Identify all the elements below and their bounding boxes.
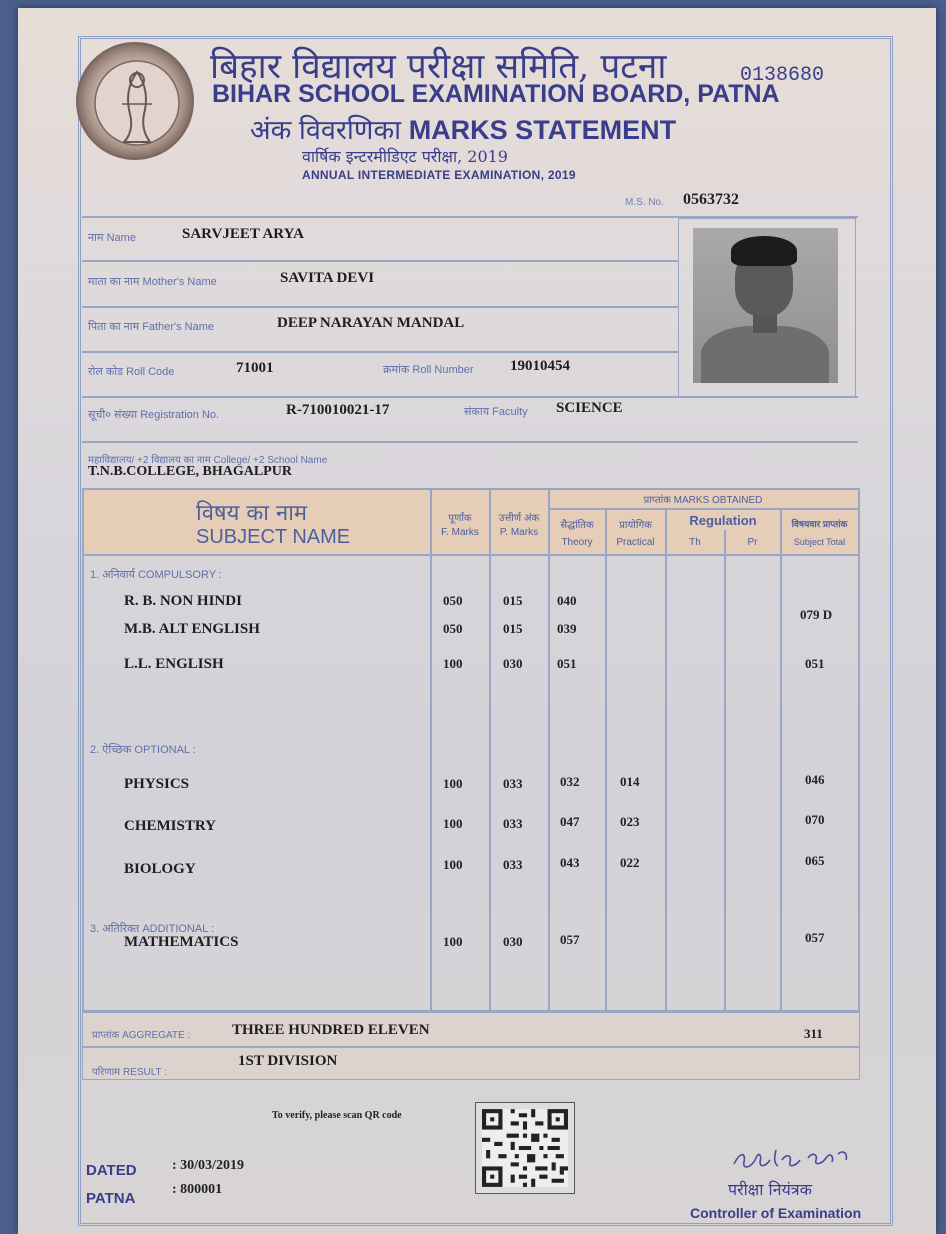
- col-line: [548, 488, 550, 1010]
- photo-hair: [731, 236, 797, 266]
- pass-marks: 015: [503, 593, 523, 608]
- father-name-label: पिता का नाम Father's Name: [88, 321, 215, 333]
- registration-number: R-710010021-17: [286, 402, 390, 418]
- theory-marks: 043: [560, 855, 580, 870]
- theory-marks: 051: [557, 656, 577, 671]
- faculty-label: संकाय Faculty: [464, 406, 528, 418]
- divider: [82, 441, 858, 443]
- subject-total: 065: [805, 853, 825, 868]
- exam-title-hindi: वार्षिक इन्टरमीडिएट परीक्षा, 2019: [302, 147, 508, 166]
- divider: [82, 306, 678, 308]
- aggregate-divider: [82, 1046, 860, 1048]
- college-name: T.N.B.COLLEGE, BHAGALPUR: [88, 464, 292, 479]
- roll-code: 71001: [236, 360, 274, 376]
- pass-marks: 015: [503, 621, 523, 636]
- col-line: [780, 508, 782, 1010]
- subject-total: 046: [805, 772, 825, 787]
- table-top-line: [82, 488, 860, 490]
- aggregate-label: प्राप्तांक AGGREGATE :: [92, 1030, 191, 1041]
- col-line: [82, 488, 84, 1010]
- result-label: परिणाम RESULT :: [92, 1067, 168, 1078]
- full-marks: 100: [443, 656, 463, 671]
- student-name: SARVJEET ARYA: [182, 226, 304, 242]
- mother-name-label: माता का नाम Mother's Name: [88, 276, 217, 288]
- pass-marks-header: P. Marks: [499, 527, 539, 538]
- col-line: [858, 488, 860, 1010]
- full-marks-header-hindi: पूर्णांक: [448, 513, 472, 524]
- exam-title-english: ANNUAL INTERMEDIATE EXAMINATION, 2019: [302, 168, 576, 182]
- pass-marks-header-hindi: उत्तीर्ण अंक: [498, 513, 540, 524]
- mother-name: SAVITA DEVI: [280, 270, 375, 286]
- statement-title-english: MARKS STATEMENT: [408, 115, 677, 145]
- practical-marks: 023: [620, 814, 640, 829]
- regulation-pr-header: Pr: [747, 537, 758, 548]
- theory-marks: 039: [557, 621, 577, 636]
- col-line: [665, 508, 667, 1010]
- result-value: 1ST DIVISION: [238, 1053, 338, 1069]
- aggregate-value: 311: [804, 1026, 823, 1041]
- section-optional: 2. ऐच्छिक OPTIONAL :: [90, 744, 196, 756]
- dated-label: DATED: [86, 1162, 137, 1179]
- full-marks: 100: [443, 857, 463, 872]
- regulation-th-header: Th: [689, 537, 701, 548]
- full-marks-header: F. Marks: [441, 527, 479, 538]
- pass-marks: 030: [503, 656, 523, 671]
- roll-code-label: रोल कोड Roll Code: [88, 366, 175, 378]
- subject-header-english: SUBJECT NAME: [196, 526, 351, 548]
- full-marks: 050: [443, 593, 463, 608]
- section-compulsory: 1. अनिवार्य COMPULSORY :: [90, 569, 222, 581]
- divider: [82, 351, 678, 353]
- subject-total: 057: [805, 930, 825, 945]
- serial-number: 0138680: [740, 64, 825, 87]
- father-name: DEEP NARAYAN MANDAL: [277, 315, 465, 331]
- theory-marks: 040: [557, 593, 577, 608]
- subject-name: PHYSICS: [124, 776, 190, 792]
- theory-header: Theory: [561, 537, 593, 548]
- place-value: : 800001: [172, 1182, 223, 1197]
- board-title-english: BIHAR SCHOOL EXAMINATION BOARD, PATNA: [212, 80, 780, 108]
- pass-marks: 033: [503, 816, 523, 831]
- section-additional: 3. अतिरिक्त ADDITIONAL :: [90, 923, 215, 935]
- subject-total: 070: [805, 812, 825, 827]
- subject-name: M.B. ALT ENGLISH: [124, 621, 260, 637]
- practical-header: Practical: [616, 537, 655, 548]
- verify-text: To verify, please scan QR code: [272, 1110, 402, 1121]
- subject-name: L.L. ENGLISH: [124, 656, 224, 672]
- theory-marks: 057: [560, 932, 580, 947]
- ms-no-value: 0563732: [683, 191, 739, 208]
- controller-title-hindi: परीक्षा नियंत्रक: [728, 1180, 812, 1199]
- marks-obtained-line: [548, 508, 860, 510]
- photo-body: [701, 326, 829, 383]
- board-title-hindi: बिहार विद्यालय परीक्षा समिति, पटना: [210, 47, 667, 87]
- roll-number-label: क्रमांक Roll Number: [383, 364, 474, 376]
- combined-total: 079 D: [800, 607, 833, 622]
- board-seal-icon: [76, 42, 194, 160]
- signature-icon: [730, 1142, 860, 1180]
- dated-value: : 30/03/2019: [172, 1158, 244, 1173]
- place-label: PATNA: [86, 1190, 136, 1207]
- col-line: [489, 488, 491, 1010]
- subject-header-hindi: विषय का नाम: [196, 501, 308, 526]
- pass-marks: 030: [503, 934, 523, 949]
- subject-name: BIOLOGY: [124, 861, 196, 877]
- full-marks: 100: [443, 816, 463, 831]
- aggregate-words: THREE HUNDRED ELEVEN: [232, 1022, 430, 1038]
- subject-name: R. B. NON HINDI: [124, 593, 242, 609]
- table-header-bottom: [82, 554, 860, 556]
- ms-no-label: M.S. No.: [625, 197, 664, 208]
- statement-title: [250, 110, 676, 147]
- roll-number: 19010454: [510, 358, 570, 374]
- col-line: [605, 508, 607, 1010]
- faculty-value: SCIENCE: [556, 400, 623, 416]
- controller-title-english: Controller of Examination: [690, 1205, 862, 1221]
- full-marks: 050: [443, 621, 463, 636]
- qr-code-icon[interactable]: [475, 1102, 575, 1194]
- pass-marks: 033: [503, 857, 523, 872]
- practical-header-hindi: प्रायोगिक: [619, 520, 652, 531]
- theory-marks: 032: [560, 774, 580, 789]
- regulation-header: Regulation: [689, 513, 757, 528]
- theory-header-hindi: सैद्धांतिक: [560, 520, 594, 531]
- college-label: महाविद्यालय/ +2 विद्यालय का नाम College/ +2 School Name: [88, 455, 328, 466]
- col-line: [430, 488, 432, 1010]
- subject-name: MATHEMATICS: [124, 934, 239, 950]
- marks-obtained-header: प्राप्तांक MARKS OBTAINED: [643, 495, 763, 506]
- practical-marks: 014: [620, 774, 640, 789]
- subject-total-header-hindi: विषयवार प्राप्तांक: [791, 519, 848, 529]
- name-label: नाम Name: [88, 232, 136, 244]
- subject-total-header: Subject Total: [793, 537, 846, 547]
- registration-label: सूची० संख्या Registration No.: [88, 409, 220, 421]
- theory-marks: 047: [560, 814, 580, 829]
- statement-title-hindi: अंक विवरणिका: [250, 115, 402, 145]
- practical-marks: 022: [620, 855, 640, 870]
- subject-total: 051: [805, 656, 825, 671]
- pass-marks: 033: [503, 776, 523, 791]
- student-photo: [693, 228, 838, 383]
- full-marks: 100: [443, 776, 463, 791]
- subject-name: CHEMISTRY: [124, 818, 216, 834]
- full-marks: 100: [443, 934, 463, 949]
- col-line: [724, 530, 726, 1010]
- divider: [82, 260, 678, 262]
